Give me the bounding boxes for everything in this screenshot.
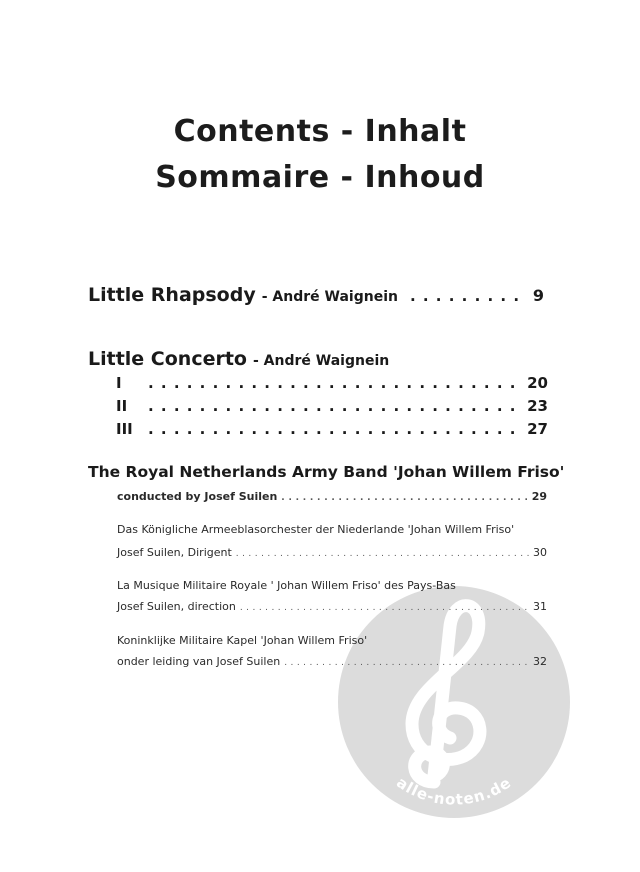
band-line-nl[interactable]: [117, 655, 547, 668]
dot-leader: [148, 397, 521, 415]
watermark-text: alle-noten.de: [393, 773, 515, 809]
toc-entry-concerto[interactable]: [88, 348, 389, 370]
watermark-logo: [338, 586, 570, 818]
entry-page: 9: [532, 286, 544, 305]
toc-movement-2[interactable]: [116, 397, 548, 415]
movement-page: 23: [527, 397, 548, 415]
band-line-text: Josef Suilen, direction: [117, 600, 236, 613]
dot-leader: [410, 287, 527, 305]
movement-page: 27: [527, 420, 548, 438]
entry-title: Little Rhapsody: [88, 284, 256, 306]
band-line-de[interactable]: [117, 546, 547, 559]
band-lead-de: Das Königliche Armeeblasorchester der Niederlande 'Johan Willem Friso': [117, 523, 515, 536]
dot-leader: [284, 658, 529, 668]
band-lead-nl: Koninklijke Militaire Kapel 'Johan Willem Friso': [117, 634, 368, 647]
dot-leader: [281, 493, 527, 503]
toc-entry-rhapsody[interactable]: [88, 284, 544, 306]
band-line-text: conducted by Josef Suilen: [117, 490, 278, 503]
dot-leader: [148, 420, 521, 438]
dot-leader: [240, 603, 529, 613]
movement-label: III: [116, 420, 133, 438]
band-line-page: 29: [531, 490, 547, 503]
band-lead-fr: La Musique Militaire Royale ' Johan Willem Friso' des Pays-Bas: [117, 579, 456, 592]
entry-composer: - André Waignein: [261, 289, 398, 305]
toc-movement-1[interactable]: [116, 374, 548, 392]
dot-leader: [236, 549, 529, 559]
band-line-text: onder leiding van Josef Suilen: [117, 655, 281, 668]
entry-title: Little Concerto: [88, 348, 247, 370]
page-title-line-1: Contents - Inhalt: [173, 114, 467, 149]
dot-leader: [148, 374, 521, 392]
band-heading: The Royal Netherlands Army Band 'Johan Willem Friso': [88, 463, 565, 481]
movement-label: I: [116, 374, 122, 392]
band-line-page: 31: [533, 600, 547, 613]
toc-movement-3[interactable]: [116, 420, 548, 438]
band-line-page: 32: [533, 655, 547, 668]
band-line-en[interactable]: [117, 490, 547, 503]
movement-page: 20: [527, 374, 548, 392]
page-title-line-2: Sommaire - Inhoud: [155, 160, 485, 195]
band-line-text: Josef Suilen, Dirigent: [117, 546, 232, 559]
movement-label: II: [116, 397, 128, 415]
entry-composer: - André Waignein: [252, 353, 390, 369]
band-line-page: 30: [533, 546, 547, 559]
band-line-fr[interactable]: [117, 600, 547, 613]
